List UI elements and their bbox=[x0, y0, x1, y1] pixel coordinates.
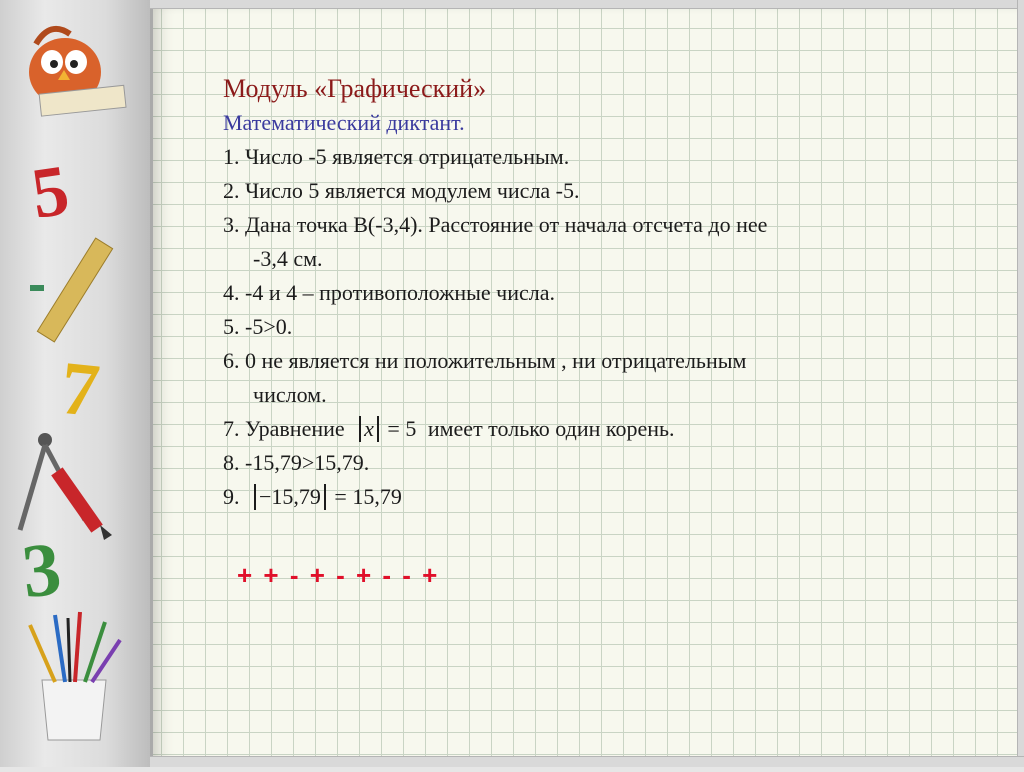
dictation-item-1: 1. Число -5 является отрицательным. bbox=[223, 144, 570, 169]
frame-top bbox=[150, 0, 1024, 9]
dictation-item-8: 8. -15,79>15,79. bbox=[223, 450, 370, 475]
abs-inner-value: −15,79 bbox=[259, 484, 321, 509]
equation-abs-x bbox=[356, 412, 416, 446]
owl-icon bbox=[29, 29, 126, 116]
dictation-item-6: 6. 0 не является ни положительным , ни отрицательным bbox=[223, 348, 747, 373]
pencil-cup-icon bbox=[30, 612, 120, 740]
dictation-item-3: 3. Дана точка В(-3,4). Расстояние от начала отсчета до нее bbox=[223, 212, 768, 237]
decorative-sidebar bbox=[0, 0, 151, 767]
dictation-item-9-lead: 9. bbox=[223, 484, 240, 509]
sidebar-digit-3: 3 bbox=[18, 526, 65, 615]
dictation-item-6-cont: числом. bbox=[253, 382, 327, 407]
frame-bottom bbox=[150, 756, 1024, 767]
sidebar-digit-5: 5 bbox=[26, 149, 74, 234]
answer-key: + + - + - + - - + bbox=[237, 560, 440, 590]
dictation-item-2: 2. Число 5 является модулем числа -5. bbox=[223, 178, 580, 203]
sidebar-illustrations bbox=[0, 0, 150, 767]
equation-abs-value bbox=[251, 480, 402, 514]
dictation-content bbox=[223, 72, 963, 514]
equation-rhs: = 15,79 bbox=[334, 484, 402, 509]
abs-bar-right bbox=[324, 484, 326, 510]
slide-subtitle: Математический диктант. bbox=[223, 110, 465, 135]
dictation-item-7 bbox=[223, 412, 963, 446]
abs-bar-left bbox=[359, 416, 361, 442]
pencil-icon bbox=[51, 467, 112, 540]
dictation-item-9 bbox=[223, 480, 963, 514]
math-variable-x: x bbox=[364, 416, 374, 441]
dictation-item-3-cont: -3,4 см. bbox=[253, 246, 323, 271]
equation-rhs: = 5 bbox=[387, 416, 417, 441]
ruler-icon bbox=[30, 238, 113, 342]
slide-title: Модуль «Графический» bbox=[223, 74, 487, 103]
sidebar-digit-7: 7 bbox=[56, 345, 104, 434]
abs-bar-left bbox=[254, 484, 256, 510]
dictation-item-7-lead: 7. Уравнение bbox=[223, 416, 345, 441]
abs-bar-right bbox=[377, 416, 379, 442]
dictation-item-4: 4. -4 и 4 – противоположные числа. bbox=[223, 280, 555, 305]
frame-right bbox=[1017, 0, 1024, 767]
compass-icon bbox=[20, 433, 85, 530]
dictation-item-5: 5. -5>0. bbox=[223, 314, 293, 339]
dictation-item-7-tail: имеет только один корень. bbox=[427, 416, 675, 441]
